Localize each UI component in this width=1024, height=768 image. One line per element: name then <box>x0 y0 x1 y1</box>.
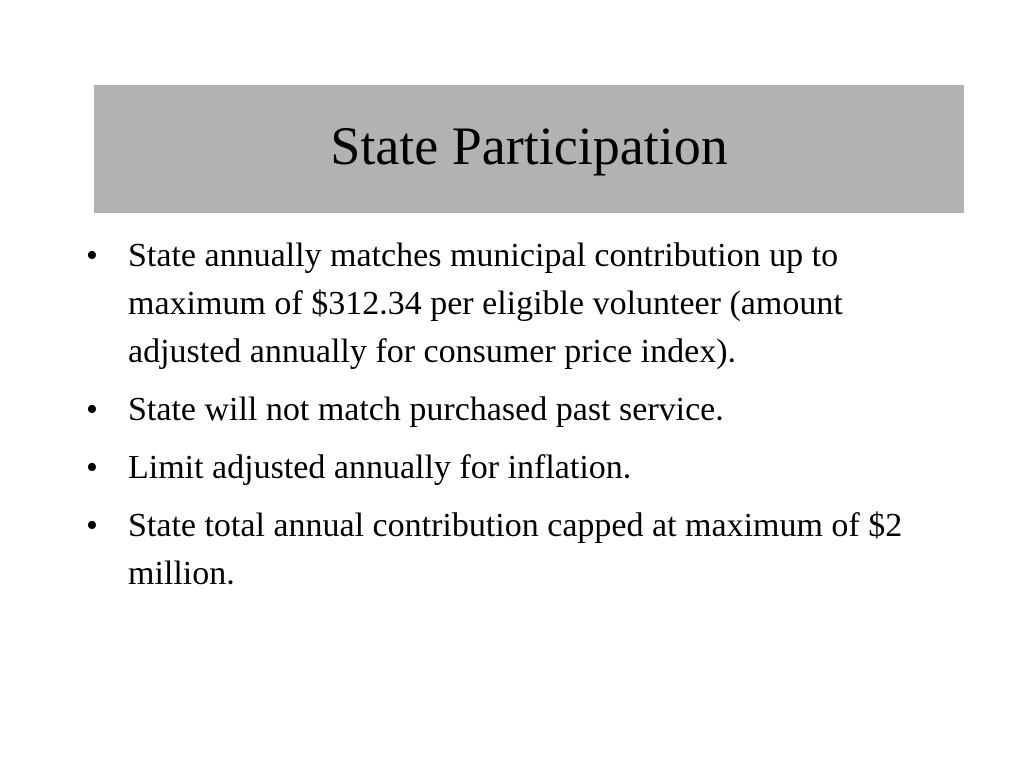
bullet-text: State total annual contribution capped at maximum of $2 million. <box>128 507 903 592</box>
title-bar <box>94 85 964 213</box>
bullet-item <box>84 444 934 492</box>
bullet-item <box>84 386 934 434</box>
bullet-marker: • <box>86 237 98 274</box>
bullet-text: State will not match purchased past service. <box>128 391 724 428</box>
slide-title: State Participation <box>330 116 728 176</box>
bullet-text: State annually matches municipal contribution up to maximum of $312.34 per eligible volunteer (amount adjusted annually for consumer price index). <box>128 237 843 370</box>
bullet-list <box>84 232 934 608</box>
bullet-marker: • <box>86 507 98 544</box>
bullet-marker: • <box>86 449 98 486</box>
bullet-marker: • <box>86 391 98 428</box>
bullet-item <box>84 502 934 598</box>
bullet-item <box>84 232 934 376</box>
bullet-text: Limit adjusted annually for inflation. <box>128 449 632 486</box>
